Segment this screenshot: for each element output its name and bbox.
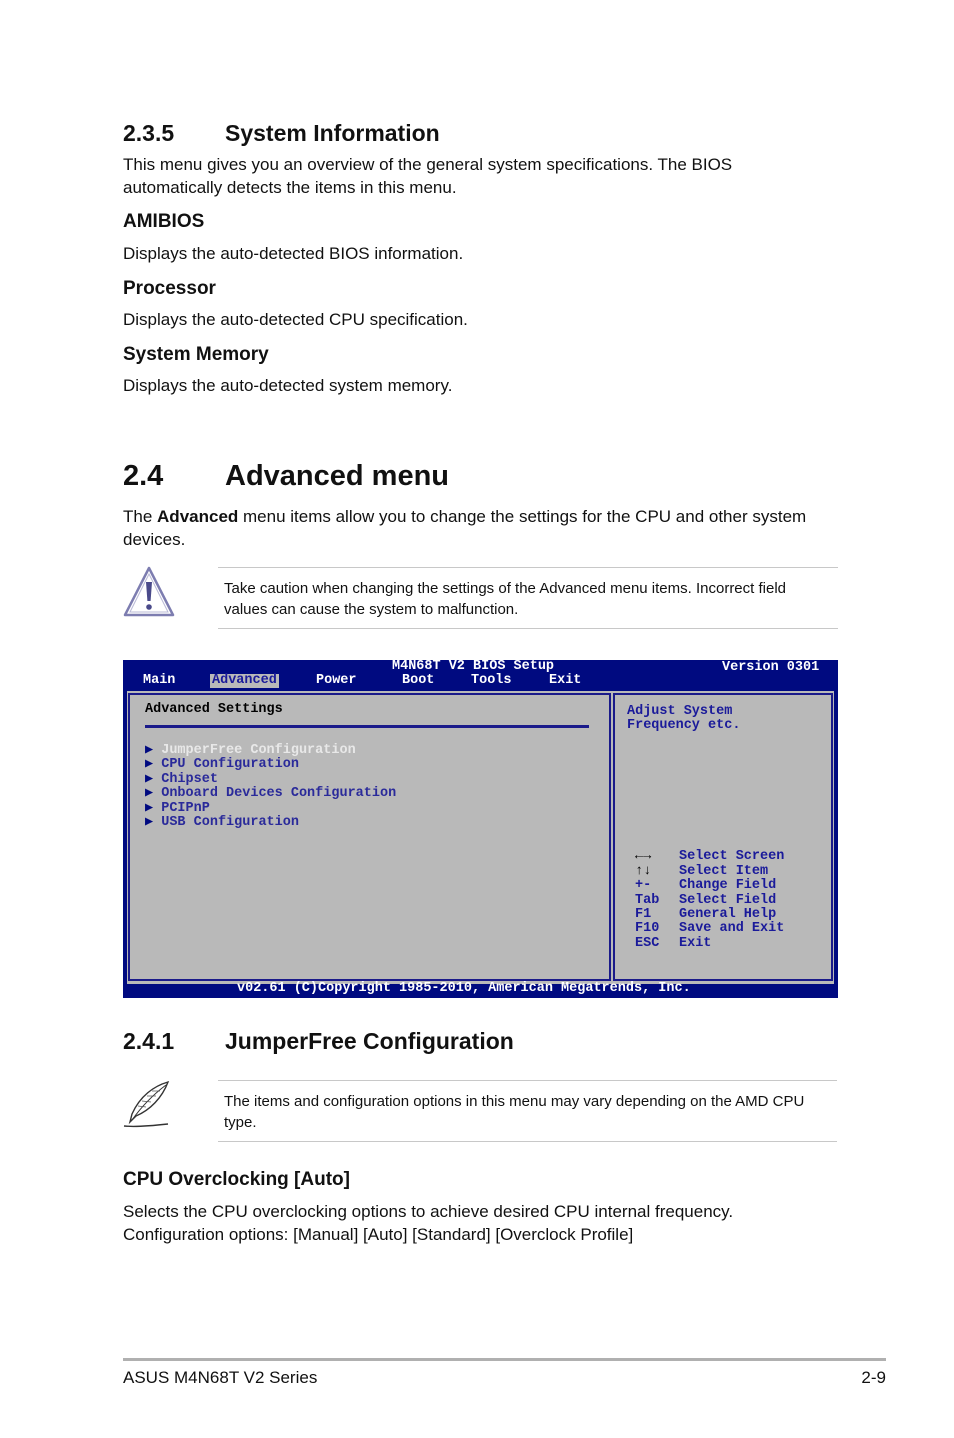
item-desc-cpu-overclocking: Selects the CPU overclocking options to achieve desired CPU internal frequency. Configuration options: [Manual] [Auto] [Standard] [Overclock Profile]	[123, 1202, 734, 1244]
bios-title: M4N68T V2 BIOS Setup	[392, 659, 555, 674]
bios-settings-pane	[128, 693, 611, 981]
triangle-right-icon: ▶	[145, 815, 162, 830]
key-action: Select Screen	[679, 849, 785, 864]
section-number: 2.3.5	[123, 120, 175, 146]
section-title: Advanced menu	[225, 460, 449, 492]
key-action: Select Item	[679, 864, 769, 879]
key-label: F10	[635, 921, 660, 936]
item-heading-cpu-overclocking: CPU Overclocking [Auto]	[123, 1169, 350, 1190]
item-heading-system-memory: System Memory	[123, 344, 269, 365]
section-number: 2.4	[123, 460, 164, 492]
item-desc-system-memory: Displays the auto-detected system memory.	[123, 376, 453, 395]
bios-menu-item[interactable]: ▶ Chipset	[145, 772, 218, 787]
bios-tab-tools[interactable]: Tools	[471, 673, 512, 688]
triangle-right-icon: ▶	[145, 743, 162, 758]
bios-copyright: v02.61 (C)Copyright 1985-2010, American Megatrends, Inc.	[237, 981, 691, 996]
section-heading-2-4-1	[123, 1028, 823, 1056]
bios-menu-item[interactable]: ▶ Onboard Devices Configuration	[145, 786, 397, 801]
item-desc-amibios: Displays the auto-detected BIOS information.	[123, 244, 464, 263]
bios-help-pane	[613, 693, 833, 981]
feather-note-icon	[120, 1080, 172, 1130]
key-label: ESC	[635, 936, 660, 951]
bios-heading-rule	[145, 725, 589, 728]
section-intro: The Advanced menu items allow you to change the settings for the CPU and other system devices.	[123, 507, 807, 549]
info-note: The items and configuration options in this menu may vary depending on the AMD CPU type.	[218, 1080, 837, 1142]
arrows-lr-icon: ←→	[635, 849, 652, 864]
key-action: Change Field	[679, 878, 777, 893]
bios-help-line: Frequency etc.	[627, 718, 741, 733]
triangle-right-icon: ▶	[145, 801, 162, 816]
triangle-right-icon: ▶	[145, 757, 162, 772]
key-label: +-	[635, 878, 652, 893]
key-label: Tab	[635, 893, 660, 908]
warning-icon	[122, 565, 176, 619]
triangle-right-icon: ▶	[145, 786, 162, 801]
key-action: Exit	[679, 936, 712, 951]
bios-panel-heading: Advanced Settings	[145, 702, 283, 717]
bios-tab-advanced[interactable]: Advanced	[212, 673, 277, 688]
bios-main-area	[127, 691, 834, 984]
triangle-right-icon: ▶	[145, 772, 162, 787]
footer-product: ASUS M4N68T V2 Series	[123, 1368, 318, 1387]
section-title: System Information	[225, 120, 440, 146]
bios-tab-boot[interactable]: Boot	[402, 673, 435, 688]
section-heading-2-4	[123, 460, 823, 496]
bios-menu-item[interactable]: ▶ PCIPnP	[145, 801, 210, 816]
key-action: Select Field	[679, 893, 777, 908]
bios-help-line: Adjust System	[627, 704, 733, 719]
arrows-ud-icon: ↑↓	[635, 864, 652, 879]
section-heading-2-3-5	[123, 120, 823, 148]
section-title: JumperFree Configuration	[225, 1028, 514, 1054]
section-intro: This menu gives you an overview of the general system specifications. The BIOS automatically detects the items in this menu.	[123, 155, 733, 197]
section-number: 2.4.1	[123, 1028, 175, 1054]
bios-menu-item[interactable]: ▶ USB Configuration	[145, 815, 299, 830]
bios-screenshot	[123, 660, 838, 998]
bios-menu-item[interactable]: ▶ CPU Configuration	[145, 757, 299, 772]
key-action: Save and Exit	[679, 921, 785, 936]
item-desc-processor: Displays the auto-detected CPU specification.	[123, 310, 468, 329]
bios-menu-item[interactable]: ▶ JumperFree Configuration	[145, 743, 356, 758]
bios-tab-main[interactable]: Main	[143, 673, 176, 688]
key-label: F1	[635, 907, 652, 922]
item-heading-processor: Processor	[123, 278, 216, 299]
bios-version: Version 0301	[722, 660, 820, 675]
bios-tab-power[interactable]: Power	[316, 673, 357, 688]
key-action: General Help	[679, 907, 777, 922]
bios-tab-exit[interactable]: Exit	[549, 673, 582, 688]
caution-note: Take caution when changing the settings of the Advanced menu items. Incorrect field values can cause the system to malfunction.	[218, 567, 838, 629]
footer-page-number: 2-9	[861, 1368, 886, 1387]
item-heading-amibios: AMIBIOS	[123, 211, 205, 232]
footer-rule	[123, 1358, 886, 1361]
